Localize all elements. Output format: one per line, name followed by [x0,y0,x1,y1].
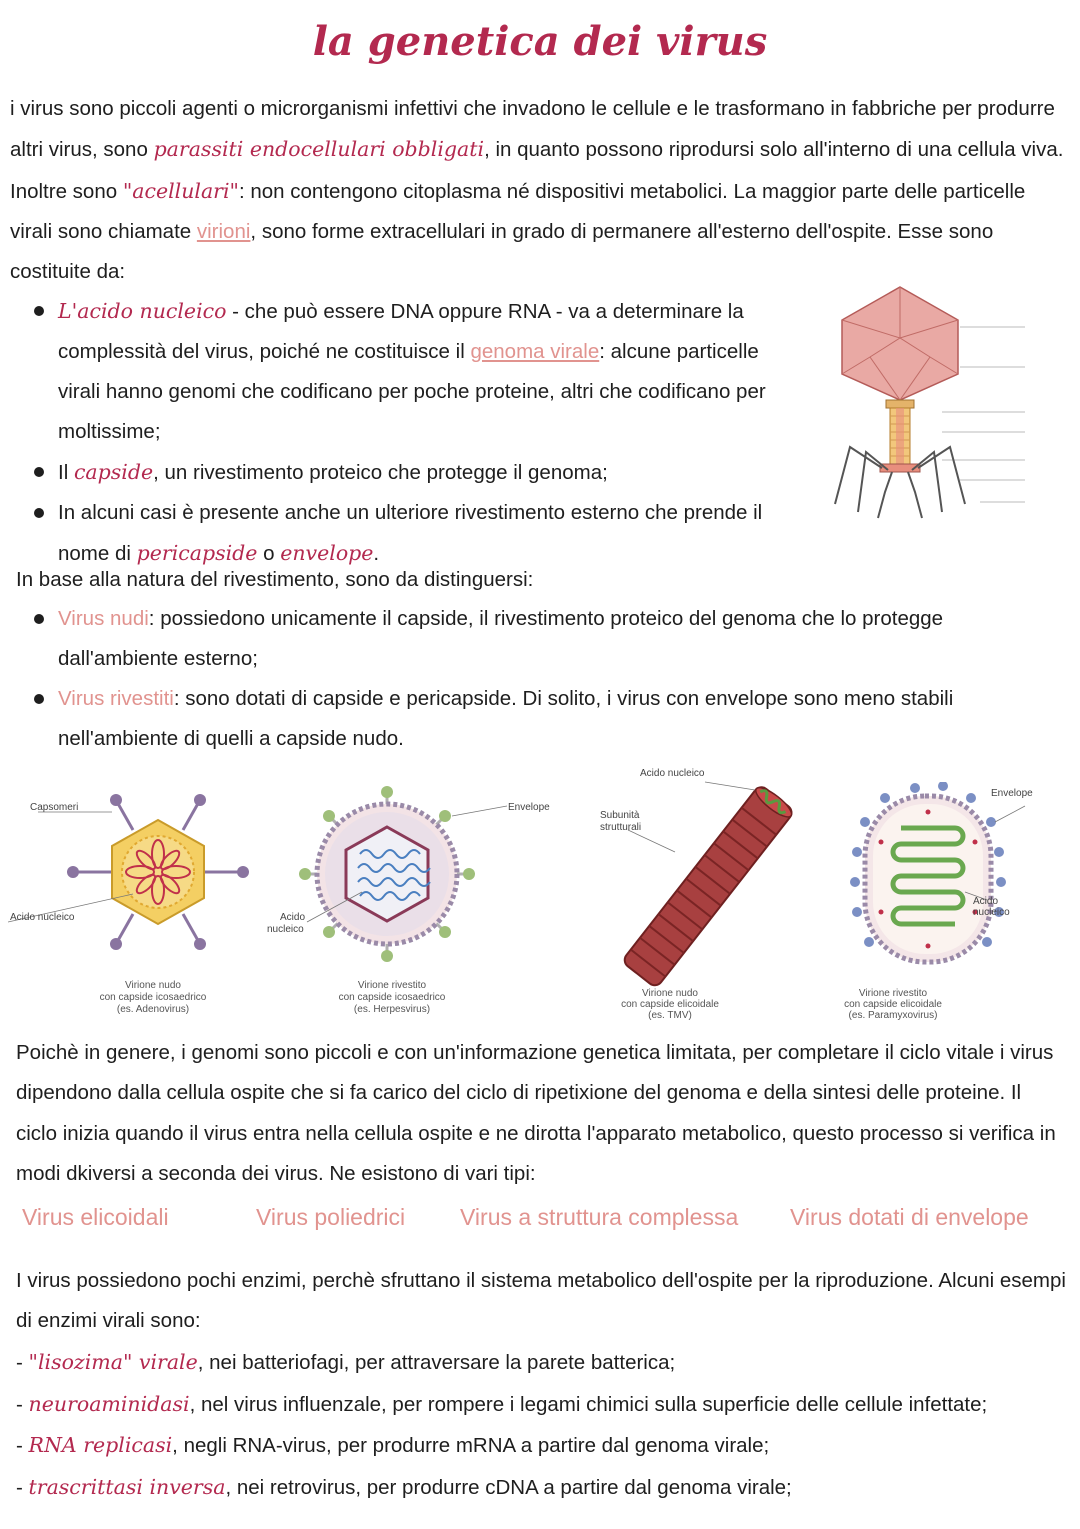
highlight-genoma-virale: genoma virale [470,340,600,363]
highlight-neuroaminidasi: neuroaminidasi [28,1391,190,1416]
bullet-dot [34,614,44,624]
caption-line-3: (es. TMV) [648,1010,692,1021]
text: - che può essere DNA oppure RNA - va a determinare la complessità del virus, poiché ne costituisce il [58,300,744,363]
components-list [12,291,802,574]
highlight-capside: capside [73,460,154,484]
list-item-capside [12,452,802,493]
text: , negli RNA-virus, per produrre mRNA a partire dal genoma virale; [172,1434,770,1457]
label-subunita: Subunità [600,810,640,821]
bacteriophage-illustration [830,282,1030,522]
figure-adenovirus [8,782,258,1022]
text: , un rivestimento proteico che protegge il genoma; [153,461,608,484]
highlight-rna-replicasi: RNA replicasi [28,1433,173,1457]
coating-intro: In base alla natura del rivestimento, sono da distinguersi: [16,568,534,591]
caption-line-3: (es. Paramyxovirus) [848,1010,938,1021]
label-acido-nucleico: Acido nucleico [640,768,705,779]
label-strutturali: strutturali [600,822,642,833]
figure-paramyxovirus [815,782,1070,1027]
caption-line-3: (es. Herpesvirus) [353,1004,431,1015]
label-acido-nucleico: Acido nucleico [10,912,75,923]
list-item: - "lisozima" virale, nei batteriofagi, per attraversare la parete batterica; [16,1350,676,1374]
text: In alcuni casi è presente anche un ulteriore rivestimento esterno che prende il nome di [58,501,763,565]
intro-text-4: , sono forme extracellulari in grado di permanere all'esterno dell'ospite. Esse sono costituite da: [10,219,994,284]
enzymes-intro: I virus possiedono pochi enzimi, perchè sfruttano il sistema metabolico dell'ospite per la riproduzione. Alcuni esempi di enzimi virali sono: [16,1269,1066,1333]
virus-type-poliedrici: Virus poliedrici [256,1204,406,1230]
text: : alcune particelle virali hanno genomi che codificano per poche proteine, altri che codificano per moltissime; [58,340,766,443]
caption-line-2: con capside elicoidale [844,999,942,1010]
highlight-virus-nudi: Virus nudi [58,607,149,630]
label-capsomeri: Capsomeri [30,802,79,813]
text: , nei batteriofagi, per attraversare la parete batterica; [197,1351,676,1374]
caption-line-3: (es. Adenovirus) [116,1004,190,1015]
intro-highlight-acellulari: "acellulari" [122,178,239,203]
label-nucleico: nucleico [973,907,1010,918]
list-item: - RNA replicasi, negli RNA-virus, per produrre mRNA a partire dal genoma virale; [16,1433,770,1457]
highlight-trascrittasi: trascrittasi inversa [28,1474,226,1499]
caption-line-1: Virione rivestito [858,988,928,999]
list-item: - neuroaminidasi, nel virus influenzale, per rompere i legami chimici sulla superficie delle cellule infettate; [16,1391,988,1416]
intro-paragraph [10,89,1070,292]
intro-highlight-virioni: virioni [196,219,251,243]
caption-line-1: Virione nudo [642,988,698,999]
bullet-dot [34,508,44,518]
highlight-envelope: envelope [280,541,374,565]
text: , nei retrovirus, per produrre cDNA a partire dal genoma virale; [225,1475,792,1499]
phage-collar [886,400,914,408]
virus-type-envelope: Virus dotati di envelope [790,1204,1029,1230]
figure-tmv [590,762,820,1027]
caption-line-2: con capside icosaedrico [99,992,207,1003]
bullet-dot [34,306,44,316]
virus-type-elicoidali: Virus elicoidali [22,1204,169,1230]
highlight-lisozima: "lisozima" virale [28,1350,198,1374]
coating-list [12,599,1032,759]
cycle-paragraph: Poichè in genere, i genomi sono piccoli e con un'informazione genetica limitata, per completare il ciclo vitale i virus dipendono dalla cellula ospite che si fa carico del ciclo di ripetixione del genoma e della sintesi delle proteine. Il ciclo inizia quando il virus entra nella cellula ospite e ne dirotta l'apparato metabolico, questo processo si verifica in modi dkiversi a seconda dei virus. Ne esistono di vari tipi: [16,1041,1056,1185]
bullet-dot [34,467,44,477]
caption-line-1: Virione rivestito [357,980,427,991]
text: o [257,542,281,565]
list-item: - trascrittasi inversa, nei retrovirus, per produrre cDNA a partire dal genoma virale; [16,1474,792,1499]
label-nucleico: nucleico [267,924,304,935]
intro-highlight-parassiti: parassiti endocellulari obbligati [153,137,485,162]
list-item-virus-nudi [12,599,1032,679]
highlight-virus-rivestiti: Virus rivestiti [58,687,174,710]
text: : possiedono unicamente il capside, il rivestimento proteico del genoma che lo protegge dall'ambiente esterno; [58,607,944,670]
text: Il [58,461,74,484]
caption-line-2: con capside elicoidale [621,999,719,1010]
virus-types-row [0,1204,1080,1244]
label-envelope: Envelope [991,788,1033,799]
highlight-acido-nucleico: L'acido nucleico [58,299,227,323]
text: . [373,542,380,565]
enzymes-list [16,1342,1066,1508]
bullet-dot [34,694,44,704]
label-acido: Acido [280,912,306,923]
helical-rod [622,784,795,988]
text: : sono dotati di capside e pericapside. Di solito, i virus con envelope sono meno stabili nell'ambiente di quelli a capside nudo. [58,687,954,750]
list-item-nucleic-acid [12,291,802,452]
highlight-pericapside: pericapside [136,541,258,565]
page-title: la genetica dei virus [312,18,768,65]
caption-line-2: con capside icosaedrico [338,992,446,1003]
figure-herpesvirus [262,782,562,1022]
intro-text-3: : non contengono citoplasma né dispositivi metabolici. La maggior parte delle particelle virali sono chiamate [10,179,1026,243]
intro-text-1: i virus sono piccoli agenti o microrganismi infettivi che invadono le cellule e le trasformano in fabbriche per produrre altri virus, sono [10,97,1055,162]
text: , nel virus influenzale, per rompere i legami chimici sulla superficie delle cellule infettate; [189,1392,988,1416]
helical-nucleocapsid [893,828,963,924]
caption-line-1: Virione nudo [125,980,181,991]
list-item-virus-rivestiti [12,679,1032,759]
label-envelope: Envelope [508,802,550,813]
virus-type-complessa: Virus a struttura complessa [460,1204,739,1230]
label-acido: Acido [973,896,999,907]
intro-text-2: , in quanto possono riprodursi solo all'interno di una cellula viva. Inoltre sono [10,138,1064,203]
